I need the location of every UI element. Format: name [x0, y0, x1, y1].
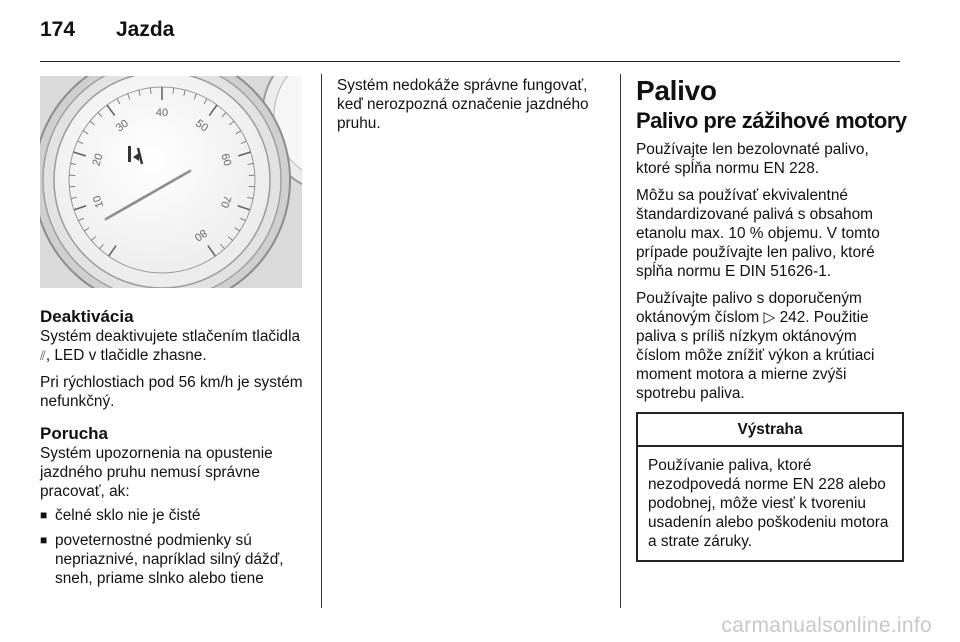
right-column — [636, 74, 907, 562]
page-reference-arrow-icon: ▷ — [763, 309, 776, 326]
column-divider — [620, 74, 621, 608]
list-item: ■ poveternostné podmienky sú nepriaznivé, napríklad silný dážď, sneh, priame slnko alebo tiene — [40, 531, 306, 588]
warning-box — [636, 412, 904, 562]
section-title-fuel: Palivo — [636, 75, 717, 106]
speed-label: 10 — [90, 193, 107, 210]
speed-label: 30 — [113, 117, 131, 135]
warning-text: Používanie paliva, ktoré nezodpovedá norme EN 228 alebo podobnej, môže viesť k tvoreniu usadenín alebo poškodeniu motora a strate záruky. — [648, 457, 889, 550]
speed-label: 50 — [193, 117, 211, 135]
page-header — [40, 18, 174, 42]
fault-conditions-list — [40, 506, 306, 588]
section-title-deactivation: Deaktivácia — [40, 307, 134, 326]
list-item: ■ čelné sklo nie je čisté — [40, 506, 306, 525]
lane-keep-icon: ⫽ — [40, 348, 46, 363]
paragraph-octane: Používajte palivo s doporučeným oktánovým číslom ▷ 242. Použitie paliva s príliš nízkym oktánovým číslom môže znížiť výkon a krútiaci moment motora a mierne zvýši spotrebu paliva. — [636, 290, 875, 402]
warning-title: Výstraha — [638, 414, 902, 447]
paragraph-fault: Systém upozornenia na opustenie jazdného pruhu nemusí správne pracovať, ak: — [40, 445, 273, 500]
subsection-title-petrol-engines: Palivo pre zážihové motory — [636, 108, 907, 133]
middle-column — [337, 76, 609, 141]
speed-label: 80 — [191, 226, 209, 244]
speed-label: 60 — [218, 152, 234, 168]
paragraph-speed-limit: Pri rýchlostiach pod 56 km/h je systém nefunkčný. — [40, 374, 303, 410]
watermark: carmanualsonline.info — [721, 614, 932, 637]
column-divider — [321, 74, 322, 608]
speed-label: 40 — [155, 107, 169, 119]
chapter-title: Jazda — [116, 18, 175, 41]
speed-label: 70 — [217, 193, 234, 210]
speed-label: 20 — [90, 152, 106, 168]
header-rule — [40, 61, 900, 62]
paragraph-lane-detection: Systém nedokáže správne fungovať, keď nerozpozná označenie jazdného pruhu. — [337, 77, 589, 132]
speedometer-svg — [40, 76, 302, 288]
section-title-fault: Porucha — [40, 424, 109, 443]
page-number: 174 — [40, 18, 76, 41]
paragraph-ethanol: Môžu sa používať ekvivalentné štandardizované palivá s obsahom etanolu max. 10 % objemu. V tomto prípade používajte len palivo, ktoré spĺňa normu E DIN 51626-1. — [636, 187, 880, 280]
left-column — [40, 306, 306, 594]
paragraph-unleaded: Používajte len bezolovnaté palivo, ktoré spĺňa normu EN 228. — [636, 141, 869, 177]
speedometer-illustration — [40, 76, 302, 288]
paragraph-deactivation: Systém deaktivujete stlačením tlačidla ⫽, LED v tlačidle zhasne. — [40, 328, 301, 364]
